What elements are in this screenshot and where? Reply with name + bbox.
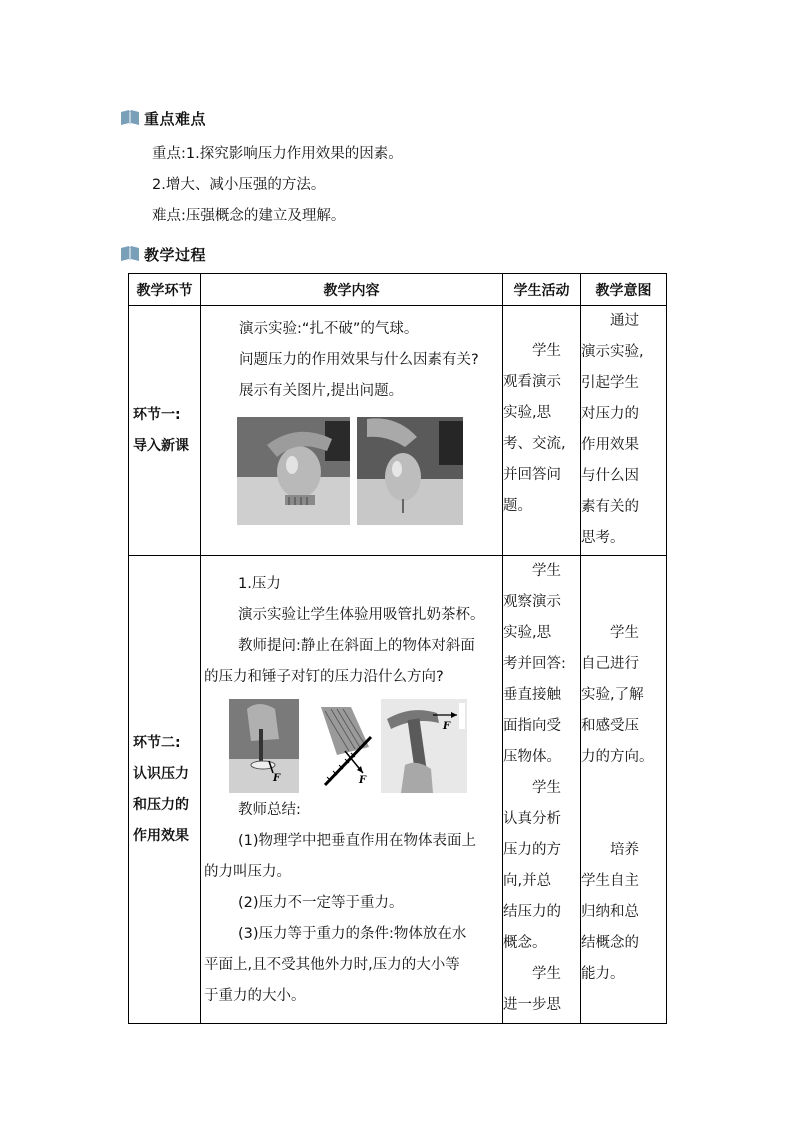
stage-label: 环节一: — [133, 406, 181, 423]
activity-line: 学生 — [532, 966, 561, 982]
intent-line: 自己进行 — [581, 656, 639, 672]
content-line: (2)压力不一定等于重力。 — [238, 895, 404, 911]
header-content: 教学内容 — [201, 274, 503, 306]
key-point-line: 2.增大、减小压强的方法。 — [152, 177, 326, 193]
teaching-process-table — [128, 273, 667, 1024]
section-title: 重点难点 — [144, 109, 207, 128]
book-icon — [120, 109, 140, 127]
activity-line: 考、交流, — [503, 436, 566, 452]
content-line: 1.压力 — [238, 576, 281, 592]
content-line: 教师总结: — [238, 802, 301, 818]
stage-cell — [129, 556, 201, 1024]
intent-line: 演示实验, — [581, 344, 644, 360]
content-line: 演示实验让学生体验用吸管扎奶茶杯。 — [238, 607, 485, 623]
intent-line: 通过 — [610, 313, 639, 329]
header-activity: 学生活动 — [503, 274, 581, 306]
activity-line: 压物体。 — [503, 749, 561, 765]
content-cell — [201, 556, 503, 1024]
stage-label: 和压力的 — [133, 796, 189, 813]
force-label: F — [443, 721, 451, 732]
header-intent: 教学意图 — [581, 274, 667, 306]
activity-line: 压力的方 — [503, 842, 561, 858]
header-stage: 教学环节 — [129, 274, 201, 306]
table-row — [129, 306, 667, 556]
activity-cell — [503, 556, 581, 1024]
activity-line: 概念。 — [503, 935, 547, 951]
activity-line: 学生 — [532, 780, 561, 796]
straw-cup-photo — [229, 699, 299, 793]
balloon-pressed-photo — [357, 417, 463, 525]
balloon-on-nails-photo — [237, 417, 350, 525]
activity-line: 垂直接触 — [503, 687, 561, 703]
activity-line: 题。 — [503, 498, 532, 514]
force-label: F — [359, 775, 367, 786]
activity-line: 实验,思 — [503, 405, 552, 421]
activity-line: 面指向受 — [503, 718, 561, 734]
intent-line: 学生 — [610, 625, 639, 641]
book-icon — [120, 245, 140, 263]
intent-line: 作用效果 — [581, 437, 639, 453]
activity-line: 观察演示 — [503, 594, 561, 610]
stage-cell — [129, 306, 201, 556]
activity-line: 学生 — [532, 343, 561, 359]
content-line: 演示实验:“扎不破”的气球。 — [239, 321, 419, 337]
intent-line: 与什么因 — [581, 468, 639, 484]
content-line: 教师提问:静止在斜面上的物体对斜面 — [238, 638, 475, 654]
activity-cell — [503, 306, 581, 556]
content-line: (1)物理学中把垂直作用在物体表面上 — [238, 833, 477, 849]
hammer-photo — [381, 699, 467, 793]
activity-line: 并回答问 — [503, 467, 561, 483]
content-line: (3)压力等于重力的条件:物体放在水 — [238, 926, 467, 942]
activity-line: 认真分析 — [503, 811, 561, 827]
stage-label: 环节二: — [133, 734, 181, 751]
intent-line: 实验,了解 — [581, 687, 644, 703]
activity-line: 向,并总 — [503, 873, 552, 889]
activity-line: 观看演示 — [503, 374, 561, 390]
difficulty-line: 难点:压强概念的建立及理解。 — [152, 208, 346, 224]
incline-force-diagram — [307, 699, 373, 789]
content-line: 问题压力的作用效果与什么因素有关? — [239, 352, 479, 368]
intent-line: 素有关的 — [581, 499, 639, 515]
content-line: 于重力的大小。 — [204, 988, 306, 1004]
key-point-line: 重点:1.探究影响压力作用效果的因素。 — [152, 146, 403, 162]
section-title: 教学过程 — [144, 245, 207, 264]
section-header-key-points — [120, 106, 206, 130]
content-line: 的压力和锤子对钉的压力沿什么方向? — [204, 669, 444, 685]
activity-line: 结压力的 — [503, 904, 561, 920]
intent-cell — [581, 306, 667, 556]
activity-line: 学生 — [532, 563, 561, 579]
intent-cell — [581, 556, 667, 1024]
stage-label: 认识压力 — [133, 765, 189, 782]
intent-line: 归纳和总 — [581, 904, 639, 920]
intent-line: 力的方向。 — [581, 749, 654, 765]
content-line: 展示有关图片,提出问题。 — [239, 383, 404, 399]
content-line: 平面上,且不受其他外力时,压力的大小等 — [204, 957, 460, 973]
table-header-row — [129, 274, 667, 306]
content-cell — [201, 306, 503, 556]
content-line: 的力叫压力。 — [204, 864, 291, 880]
activity-line: 考并回答: — [503, 656, 566, 672]
table-row — [129, 556, 667, 1024]
intent-line: 学生自主 — [581, 873, 639, 889]
section-header-process — [120, 242, 206, 266]
intent-line: 和感受压 — [581, 718, 639, 734]
intent-line: 培养 — [610, 842, 639, 858]
intent-line: 结概念的 — [581, 935, 639, 951]
stage-label: 导入新课 — [133, 437, 189, 454]
activity-line: 实验,思 — [503, 625, 552, 641]
intent-line: 思考。 — [581, 530, 625, 546]
force-label: F — [273, 773, 281, 784]
intent-line: 能力。 — [581, 966, 625, 982]
intent-line: 引起学生 — [581, 375, 639, 391]
activity-line: 进一步思 — [503, 997, 561, 1013]
intent-line: 对压力的 — [581, 406, 639, 422]
stage-label: 作用效果 — [133, 827, 189, 844]
